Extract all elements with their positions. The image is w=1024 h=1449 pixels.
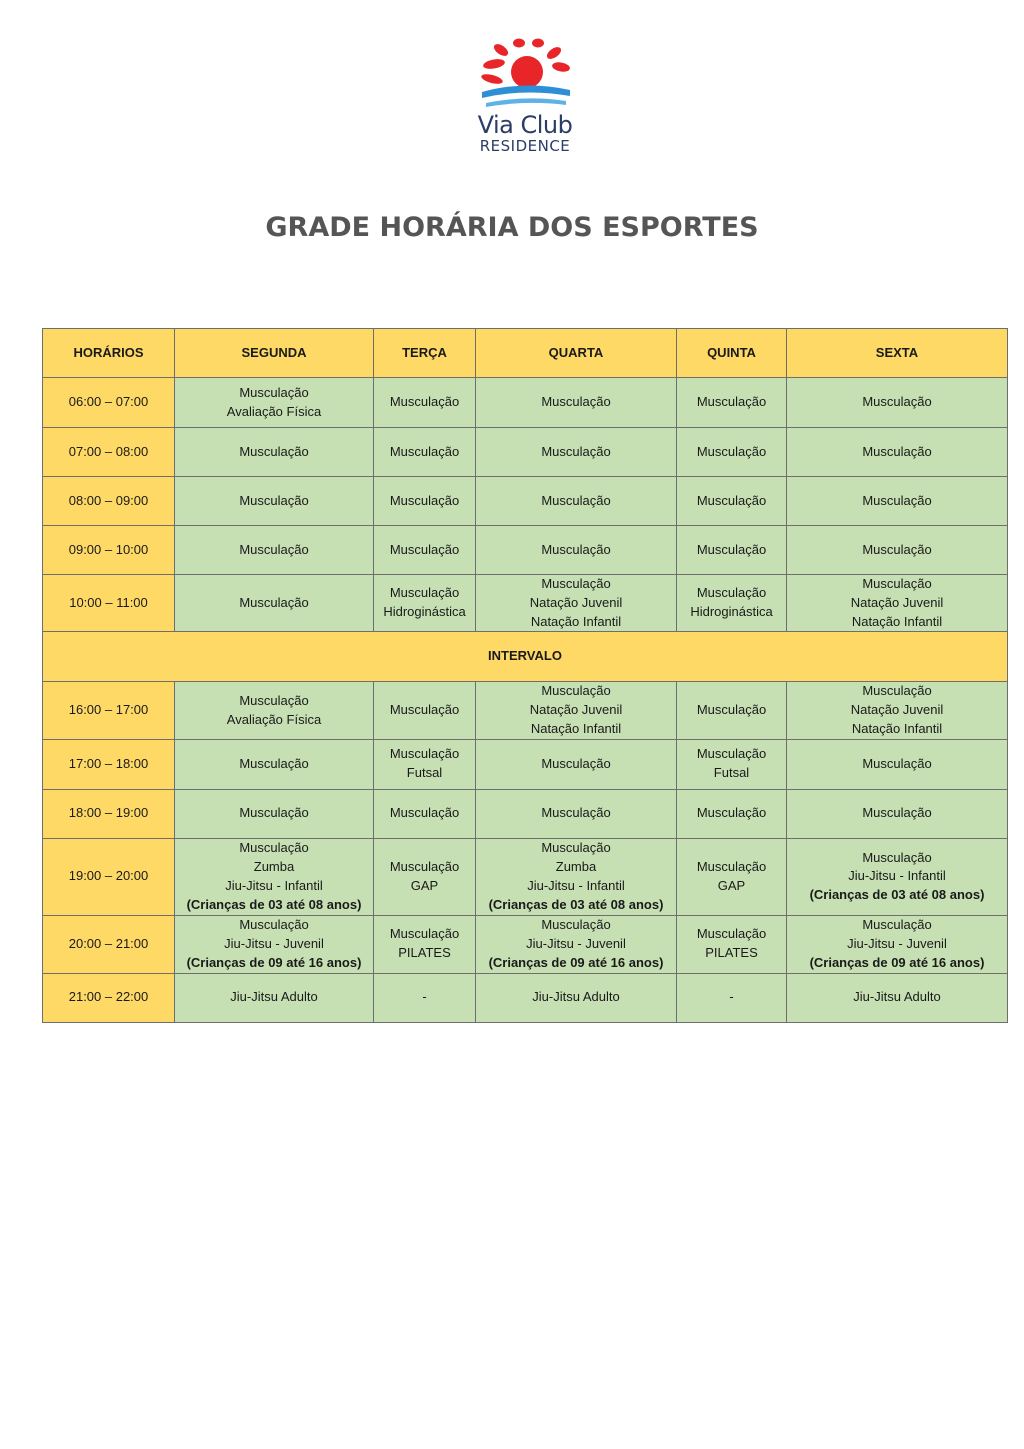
activity-cell-sexta (787, 428, 1008, 477)
activity-name: Musculação (389, 541, 460, 557)
activity-name: Natação Juvenil (850, 594, 944, 610)
schedule-row (43, 428, 1008, 477)
age-range-note: (Crianças de 03 até 08 anos) (186, 896, 362, 912)
activity-name: Musculação (696, 394, 767, 410)
activity-cell-terca (374, 915, 476, 973)
schedule-row (43, 915, 1008, 973)
schedule-row (43, 575, 1008, 632)
activity-name: - (422, 989, 427, 1005)
time-slot: 18:00 – 19:00 (43, 789, 175, 838)
activity-name: Musculação (696, 746, 767, 762)
activity-name: Musculação (541, 492, 611, 508)
activity-name: Musculação (696, 492, 767, 508)
activity-name: Musculação (862, 394, 932, 410)
activity-name: Musculação (541, 576, 611, 591)
activity-cell-segunda (175, 915, 374, 973)
activity-cell-quarta (476, 838, 677, 915)
activity-cell-segunda (175, 477, 374, 526)
header-quinta: QUINTA (677, 329, 787, 378)
activity-name: Musculação (239, 755, 309, 771)
activity-name: Musculação (239, 384, 309, 400)
age-range-note: (Crianças de 03 até 08 anos) (809, 887, 985, 903)
activity-name: Natação Infantil (851, 720, 943, 736)
activity-name: Musculação (389, 858, 460, 874)
activity-cell-sexta (787, 378, 1008, 428)
activity-cell-sexta (787, 973, 1008, 1022)
activity-cell-quarta (476, 973, 677, 1022)
activity-name: Jiu-Jitsu Adulto (853, 989, 941, 1005)
activity-cell-terca (374, 838, 476, 915)
activity-cell-segunda (175, 682, 374, 739)
activity-name: Musculação (239, 492, 309, 508)
activity-name: Natação Infantil (530, 720, 622, 736)
activity-cell-quarta (476, 789, 677, 838)
activity-name: Musculação (541, 541, 611, 557)
activity-name: Jiu-Jitsu - Infantil (848, 868, 946, 884)
activity-name: Jiu-Jitsu - Juvenil (526, 935, 626, 951)
activity-cell-quinta (677, 739, 787, 789)
activity-name: Natação Infantil (851, 613, 943, 629)
activity-cell-quinta (677, 973, 787, 1022)
schedule-row (43, 378, 1008, 428)
activity-cell-quinta (677, 682, 787, 739)
age-range-note: (Crianças de 03 até 08 anos) (488, 896, 664, 912)
activity-name: Jiu-Jitsu - Juvenil (847, 935, 947, 951)
activity-name: Musculação (862, 805, 932, 821)
activity-name: Musculação (239, 443, 309, 459)
activity-name: PILATES (398, 945, 451, 961)
schedule-row (43, 838, 1008, 915)
activity-name: Musculação (541, 394, 611, 410)
schedule-row (43, 789, 1008, 838)
time-slot: 20:00 – 21:00 (43, 915, 175, 973)
activity-name: Musculação (541, 805, 611, 821)
time-slot: 19:00 – 20:00 (43, 838, 175, 915)
activity-name: Musculação (541, 443, 611, 459)
activity-name: Musculação (389, 746, 460, 762)
header-segunda: SEGUNDA (175, 329, 374, 378)
activity-name: Musculação (862, 849, 932, 865)
interval-row (43, 632, 1008, 682)
schedule-row (43, 973, 1008, 1022)
activity-cell-segunda (175, 378, 374, 428)
age-range-note: (Crianças de 09 até 16 anos) (488, 954, 664, 970)
activity-name: Natação Juvenil (529, 702, 623, 718)
activity-cell-sexta (787, 526, 1008, 575)
activity-name: Natação Juvenil (850, 702, 944, 718)
activity-name: Musculação (389, 443, 460, 459)
activity-cell-quinta (677, 378, 787, 428)
activity-name: Musculação (862, 492, 932, 508)
header-horarios: HORÁRIOS (43, 329, 175, 378)
activity-cell-quarta (476, 428, 677, 477)
activity-cell-terca (374, 682, 476, 739)
activity-name: Musculação (541, 683, 611, 699)
activity-name: Musculação (389, 926, 460, 942)
schedule-row (43, 477, 1008, 526)
activity-cell-quinta (677, 477, 787, 526)
activity-name: Musculação (239, 917, 309, 933)
activity-cell-quinta (677, 575, 787, 632)
time-slot: 16:00 – 17:00 (43, 682, 175, 739)
activity-name: Jiu-Jitsu - Infantil (527, 877, 625, 893)
via-club-logo (460, 36, 590, 161)
activity-name: Musculação (389, 805, 460, 821)
activity-name: Futsal (406, 765, 443, 781)
schedule-row (43, 526, 1008, 575)
activity-cell-terca (374, 739, 476, 789)
schedule-header-row (43, 329, 1008, 378)
activity-name: Jiu-Jitsu Adulto (230, 989, 318, 1005)
schedule-row (43, 739, 1008, 789)
activity-name: Musculação (862, 576, 932, 591)
header-sexta: SEXTA (787, 329, 1008, 378)
activity-name: Musculação (696, 926, 767, 942)
activity-name: Musculação (541, 917, 611, 933)
activity-cell-terca (374, 378, 476, 428)
activity-name: Avaliação Física (226, 403, 322, 419)
age-range-note: (Crianças de 09 até 16 anos) (809, 954, 985, 970)
activity-name: Musculação (239, 541, 309, 557)
activity-cell-quarta (476, 575, 677, 632)
activity-name: Hidroginástica (690, 604, 773, 620)
activity-cell-segunda (175, 838, 374, 915)
activity-name: Musculação (696, 702, 767, 718)
activity-name: Musculação (239, 594, 309, 610)
activity-name: Musculação (389, 394, 460, 410)
activity-cell-quinta (677, 428, 787, 477)
activity-name: Musculação (696, 858, 767, 874)
activity-cell-sexta (787, 789, 1008, 838)
activity-cell-segunda (175, 739, 374, 789)
activity-cell-terca (374, 789, 476, 838)
header-quarta: QUARTA (476, 329, 677, 378)
activity-name: Musculação (862, 541, 932, 557)
activity-name: Futsal (713, 765, 750, 781)
time-slot: 06:00 – 07:00 (43, 378, 175, 428)
logo-brand-subtitle: RESIDENCE (479, 137, 571, 155)
activity-name: Musculação (239, 692, 309, 708)
activity-name: Musculação (389, 492, 460, 508)
activity-name: Musculação (862, 917, 932, 933)
time-slot: 09:00 – 10:00 (43, 526, 175, 575)
activity-cell-segunda (175, 789, 374, 838)
sports-schedule-table (42, 328, 1008, 1023)
activity-cell-quarta (476, 477, 677, 526)
activity-cell-quarta (476, 526, 677, 575)
page-title: GRADE HORÁRIA DOS ESPORTES (265, 212, 759, 243)
activity-cell-quarta (476, 739, 677, 789)
activity-name: - (729, 989, 734, 1005)
activity-name: Natação Infantil (530, 613, 622, 629)
activity-name: Musculação (389, 702, 460, 718)
activity-cell-sexta (787, 739, 1008, 789)
age-range-note: (Crianças de 09 até 16 anos) (186, 954, 362, 970)
activity-cell-quinta (677, 789, 787, 838)
activity-cell-quinta (677, 915, 787, 973)
activity-cell-quarta (476, 378, 677, 428)
sun-waves-logo-icon (470, 36, 580, 114)
activity-name: Jiu-Jitsu - Juvenil (224, 935, 324, 951)
activity-name: Musculação (696, 805, 767, 821)
interval-label: INTERVALO (43, 632, 1008, 682)
activity-cell-sexta (787, 915, 1008, 973)
activity-name: GAP (717, 877, 746, 893)
activity-name: Musculação (389, 585, 460, 601)
activity-cell-terca (374, 428, 476, 477)
activity-cell-terca (374, 575, 476, 632)
time-slot: 21:00 – 22:00 (43, 973, 175, 1022)
activity-cell-sexta (787, 477, 1008, 526)
schedule-row (43, 682, 1008, 739)
activity-name: Avaliação Física (226, 711, 322, 727)
activity-name: Musculação (541, 840, 611, 856)
activity-name: Musculação (862, 443, 932, 459)
activity-cell-segunda (175, 526, 374, 575)
activity-cell-segunda (175, 428, 374, 477)
activity-name: Musculação (239, 805, 309, 821)
activity-name: Natação Juvenil (529, 594, 623, 610)
activity-name: Jiu-Jitsu - Infantil (225, 877, 323, 893)
time-slot: 10:00 – 11:00 (43, 575, 175, 632)
activity-name: Musculação (862, 755, 932, 771)
activity-name: Zumba (555, 858, 597, 874)
header-terca: TERÇA (374, 329, 476, 378)
activity-name: Musculação (862, 683, 932, 699)
activity-name: PILATES (705, 945, 758, 961)
activity-cell-quinta (677, 526, 787, 575)
activity-cell-sexta (787, 682, 1008, 739)
activity-name: Hidroginástica (383, 604, 466, 620)
activity-cell-quinta (677, 838, 787, 915)
activity-cell-segunda (175, 973, 374, 1022)
activity-name: GAP (410, 877, 439, 893)
activity-cell-terca (374, 973, 476, 1022)
activity-name: Musculação (696, 585, 767, 601)
time-slot: 07:00 – 08:00 (43, 428, 175, 477)
activity-cell-terca (374, 526, 476, 575)
time-slot: 17:00 – 18:00 (43, 739, 175, 789)
activity-name: Jiu-Jitsu Adulto (532, 989, 620, 1005)
time-slot: 08:00 – 09:00 (43, 477, 175, 526)
activity-cell-sexta (787, 838, 1008, 915)
activity-name: Musculação (696, 541, 767, 557)
activity-name: Musculação (239, 840, 309, 856)
activity-cell-quarta (476, 915, 677, 973)
activity-cell-sexta (787, 575, 1008, 632)
logo-brand-name: Via Club (477, 111, 573, 139)
activity-cell-quarta (476, 682, 677, 739)
activity-cell-terca (374, 477, 476, 526)
activity-cell-segunda (175, 575, 374, 632)
activity-name: Zumba (253, 858, 295, 874)
activity-name: Musculação (541, 755, 611, 771)
activity-name: Musculação (696, 443, 767, 459)
